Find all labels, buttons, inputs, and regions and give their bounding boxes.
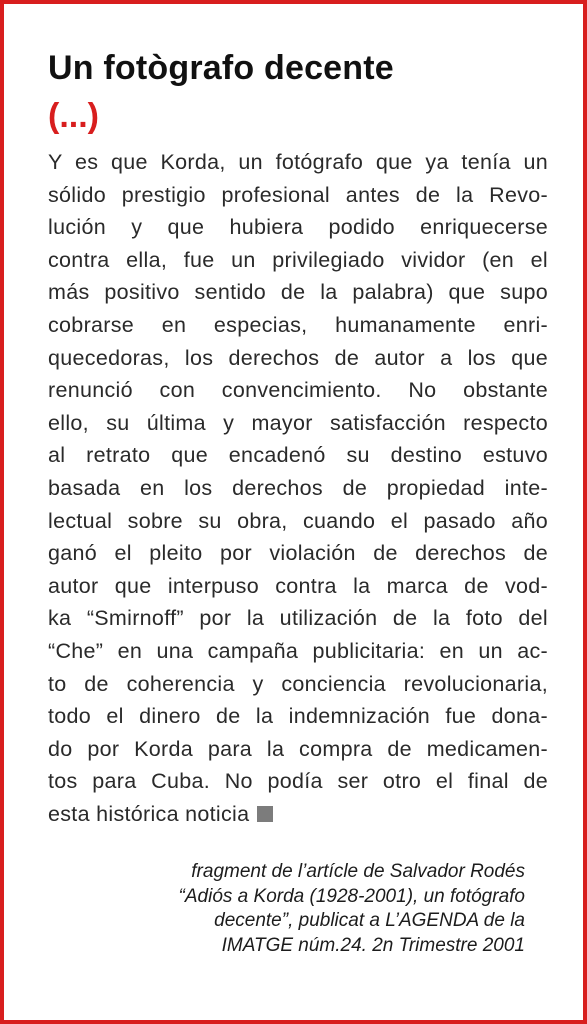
source-caption xyxy=(85,860,525,958)
body-line: sólido prestigio profesional antes de la Revo- xyxy=(48,182,548,207)
caption-line: decente”, publicat a L’AGENDA de la xyxy=(214,910,525,931)
body-line-last xyxy=(48,798,548,831)
body-line: Y es que Korda, un fotógrafo que ya tenía un xyxy=(48,150,548,174)
body-line-last-text: esta histórica noticia xyxy=(48,801,250,826)
article-title: Un fotògrafo decente xyxy=(48,49,394,87)
body-line: ka “Smirnoff” por la utilización de la foto del xyxy=(48,606,548,631)
caption-line: “Adiós a Korda (1928-2001), un fotógrafo xyxy=(178,885,525,907)
body-line: lución y que hubiera podido enriquecerse xyxy=(48,215,548,240)
square-end-mark-icon xyxy=(257,806,273,822)
caption-line: IMATGE núm.24. 2n Trimestre 2001 xyxy=(221,934,525,956)
body-line: ganó el pleito por violación de derechos de xyxy=(48,541,548,566)
body-line: do por Korda para la compra de medicamen- xyxy=(48,736,548,761)
body-line: al retrato que encadenó su destino estuvo xyxy=(48,443,548,468)
body-line: renunció con convencimiento. No obstante xyxy=(48,378,548,403)
body-line: “Che” en una campaña publicitaria: en un ac- xyxy=(48,638,548,663)
body-line: ello, su última y mayor satisfacción respecto xyxy=(48,410,548,435)
body-line: más positivo sentido de la palabra) que supo xyxy=(48,280,548,305)
body-line: todo el dinero de la indemnización fue dona- xyxy=(48,704,548,729)
body-line: cobrarse en especias, humanamente enri- xyxy=(48,312,548,337)
body-line: lectual sobre su obra, cuando el pasado año xyxy=(48,508,548,533)
omission-ellipsis: (...) xyxy=(48,97,99,135)
body-line: to de coherencia y conciencia revolucionaria, xyxy=(48,671,548,696)
caption-line: fragment de l’artícle de Salvador Rodés xyxy=(191,861,525,882)
body-line: autor que interpuso contra la marca de vod- xyxy=(48,573,548,598)
article-body xyxy=(48,146,548,830)
body-line: quecedoras, los derechos de autor a los que xyxy=(48,345,548,370)
body-line: basada en los derechos de propiedad inte- xyxy=(48,475,548,500)
body-line: contra ella, fue un privilegiado vividor (en el xyxy=(48,247,548,272)
body-line: tos para Cuba. No podía ser otro el final de xyxy=(48,769,548,794)
